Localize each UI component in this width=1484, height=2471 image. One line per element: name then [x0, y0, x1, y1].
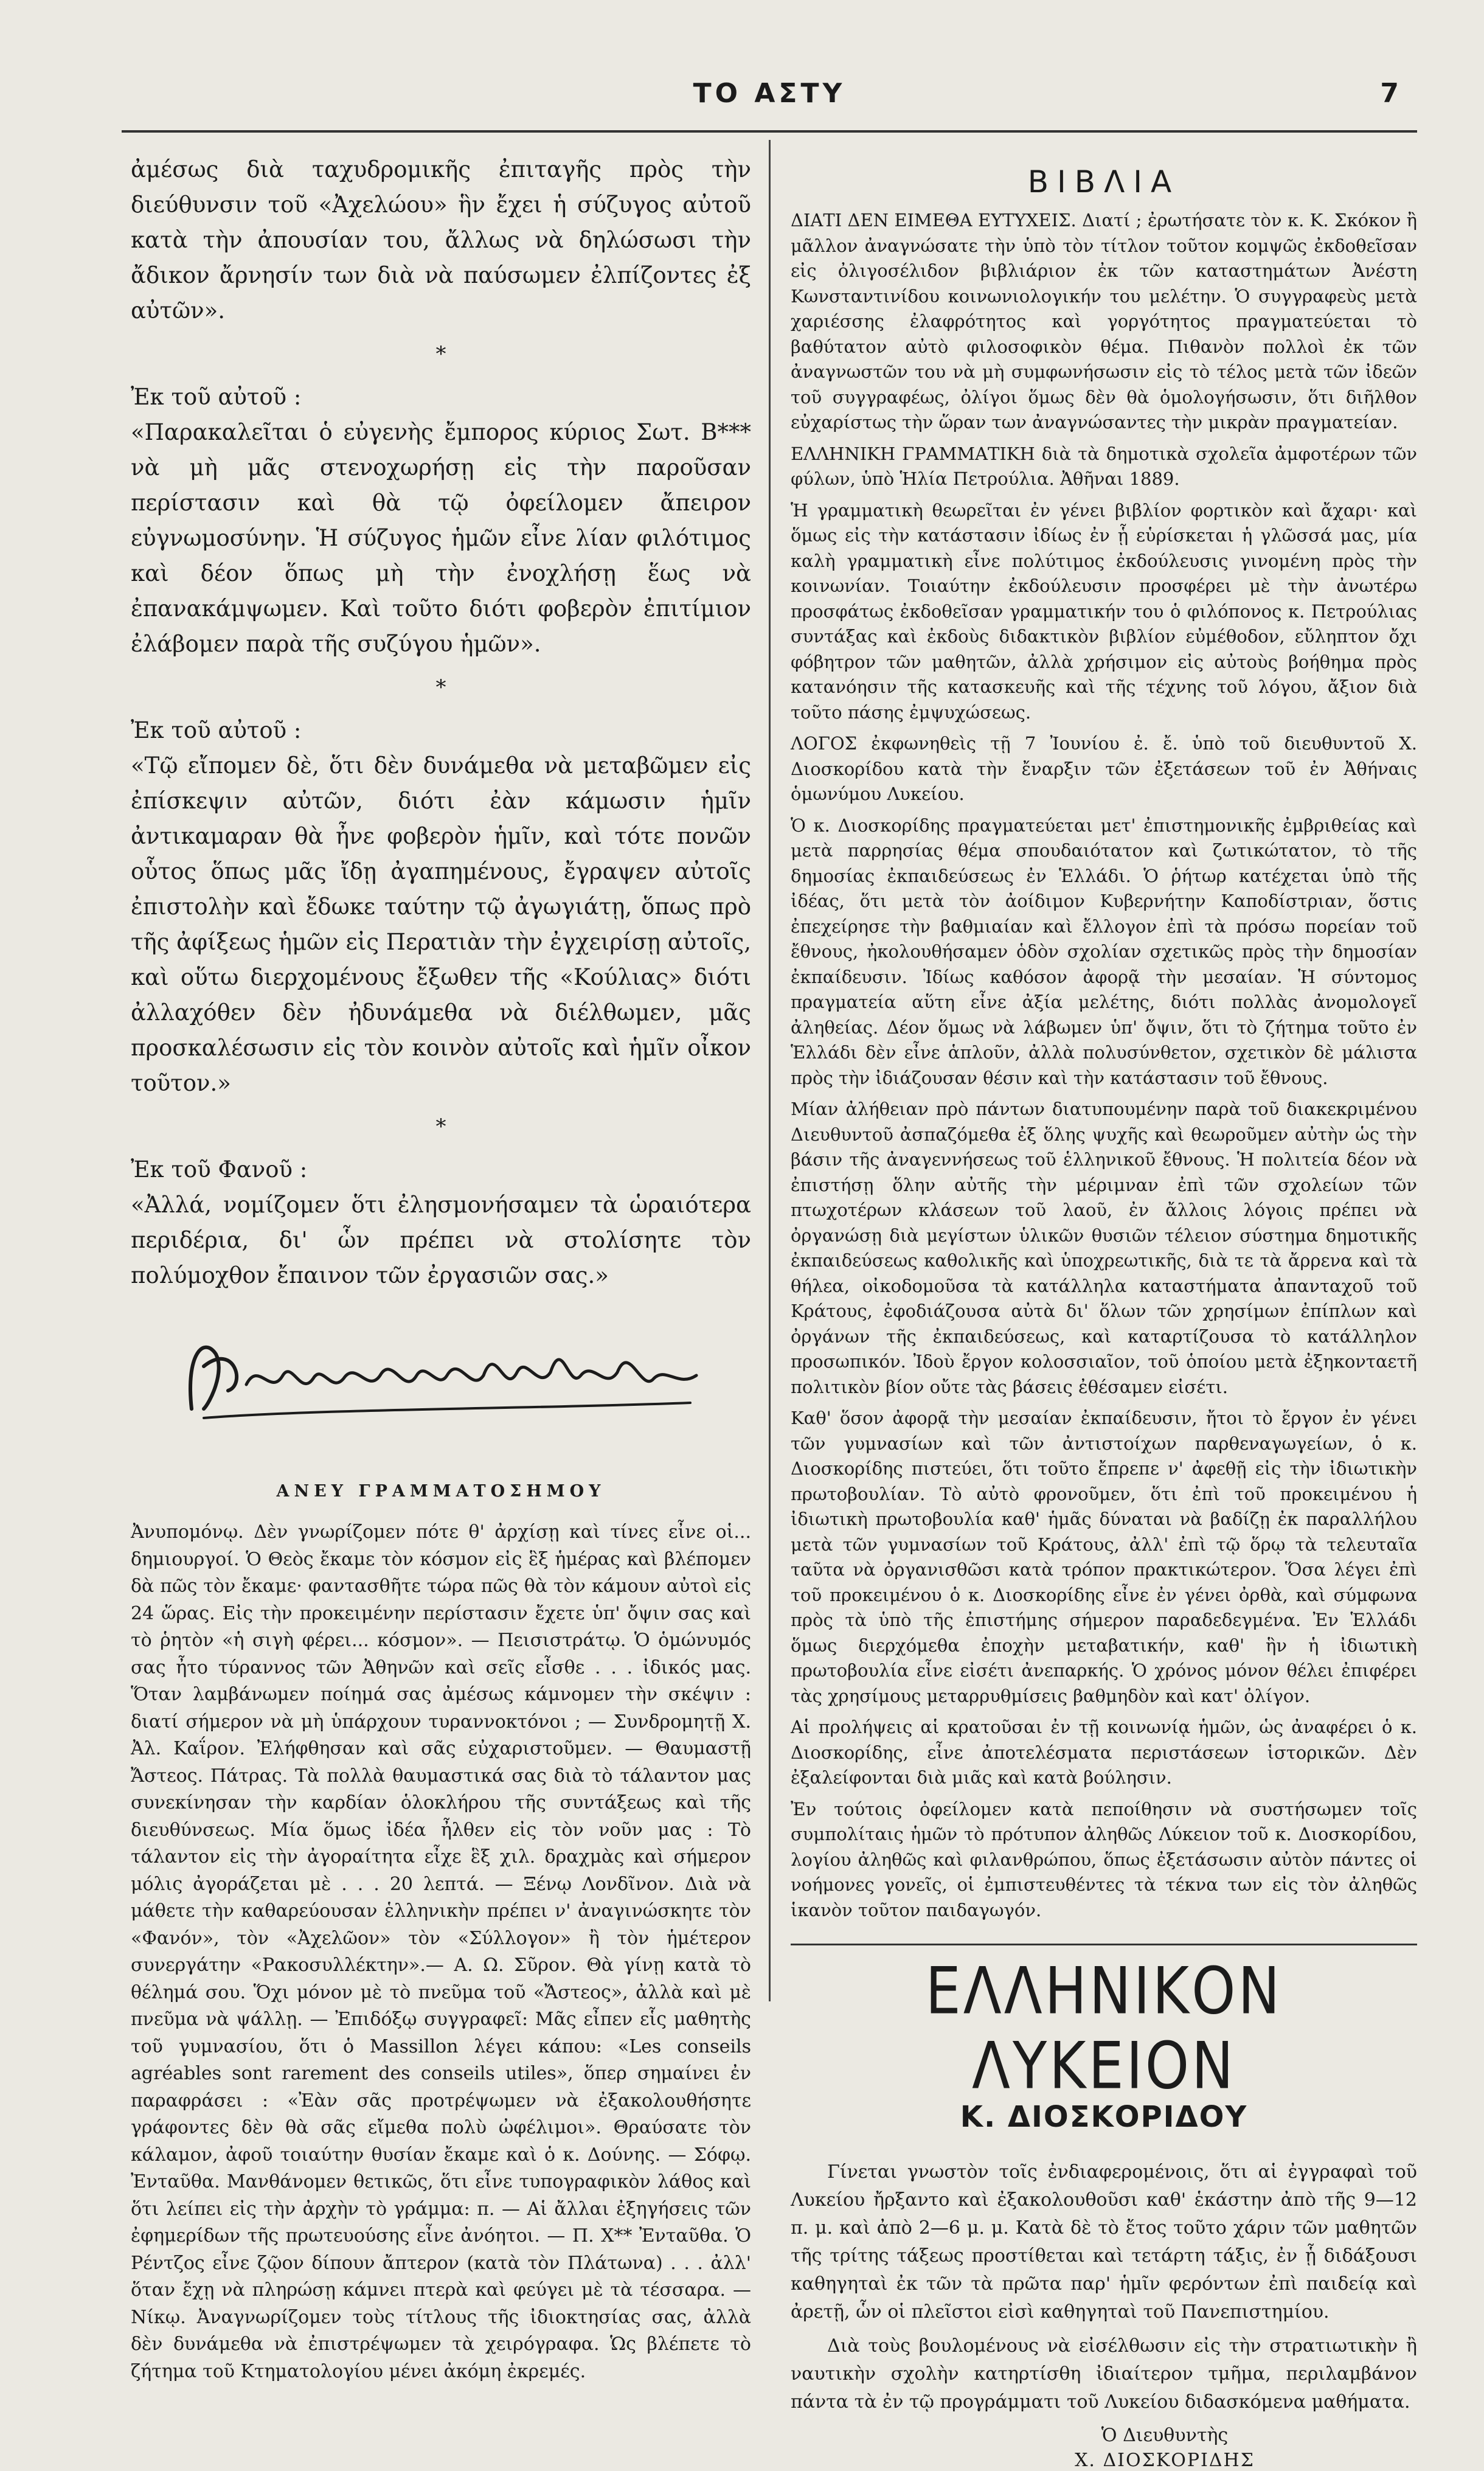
advertisement-text: Γίνεται γνωστὸν τοῖς ἐνδιαφερομένοις, ὅτι αἱ ἐγγραφαὶ τοῦ Λυκείου ἤρξαντο καὶ ἐξακολουθοῦσι καθ' ἑκάστην ἀπὸ τῆς 9—12 π. μ. καὶ ἀπὸ 2—6 μ. μ. Κατὰ δὲ τὸ ἔτος τοῦτο χάριν τῶν μαθητῶν τῆς τρίτης τάξεως προστίθεται καὶ τετάρτη τάξις, ἐν ᾗ διδάξουσι καθηγηταὶ ἐκ τῶν τὰ πρῶτα παρ' ἡμῖν φερόντων ἐπὶ παιδείᾳ καὶ ἀρετῇ, ὧν οἱ πλεῖστοι εἰσὶ καθηγηταὶ τοῦ Πανεπιστημίου. [791, 2161, 1417, 2323]
separator-asterisk: * [435, 675, 446, 700]
separator-asterisk: * [435, 342, 446, 366]
intro-paragraph: ἀμέσως διὰ ταχυδρομικῆς ἐπιταγῆς πρὸς τὴν διεύθυνσιν τοῦ «Ἀχελώου» ἣν ἔχει ἡ σύζυγος αὐτοῦ κατὰ τὴν ἀπουσίαν του, ἄλλως νὰ δηλώσωσι τὴν ἄδικον ἄρνησίν των διὰ νὰ παύσωμεν ἐλπίζοντες ἐξ αὐτῶν». [131, 156, 751, 324]
running-header [122, 78, 1417, 114]
page-number: 7 [1380, 78, 1399, 109]
separator-asterisk: * [435, 1114, 446, 1139]
book-review: Ἐν τούτοις ὀφείλομεν κατὰ πεποίθησιν νὰ συστήσωμεν τοῖς συμπολίταις ἡμῶν τὸ πρότυπον ἀληθῶς Λύκειον τοῦ κ. Διοσκορίδου, λογίου ἀληθῶς καὶ φιλανθρώπου, ὅπως ἐξετάσωσιν αὐτὸν πάντες οἱ νοήμονες γονεῖς, οἱ ἐμπιστευθέντες τὰ τέκνα των εἰς τὸν ἀληθῶς ἱκανὸν τοῦτον παιδαγωγόν. [791, 1798, 1417, 1920]
book-review-heading: ΕΛΛΗΝΙΚΗ ΓΡΑΜΜΑΤΙΚΗ διὰ τὰ δημοτικὰ σχολεῖα ἀμφοτέρων τῶν φύλων, ὑπὸ Ἡλία Πετρούλια. Ἀθῆναι 1889. [791, 443, 1417, 489]
quote-paragraph: «Ἀλλά, νομίζομεν ὅτι ἐλησμονήσαμεν τὰ ὡραιότερα περιδέρια, δι' ὧν πρέπει νὰ στολίσητε τὸν πολύμοχθον ἔπαινον τῶν ἐργασιῶν σας.» [131, 1192, 751, 1288]
column-title: ΑΝΕΥ ΓΡΑΜΜΑΤΟΣΗΜΟΥ [276, 1482, 606, 1501]
advertisement-text: Διὰ τοὺς βουλομένους νὰ εἰσέλθωσιν εἰς τὴν στρατιωτικὴν ἢ ναυτικὴν σχολὴν κατηρτίσθη ἰδιαίτερον τμῆμα, περιλαμβάνον πάντα τὰ ἐν τῷ προγράμματι τοῦ Λυκείου διδασκόμενα μαθήματα. [791, 2335, 1417, 2413]
header-rule [122, 130, 1417, 133]
signatory-name: Χ. ΔΙΟΣΚΟΡΙΔΗΣ [1075, 2450, 1255, 2471]
advertisement-subtitle: Κ. ΔΙΟΣΚΟΡΙΔΟΥ [960, 2100, 1248, 2134]
handwritten-signature [131, 1305, 751, 1445]
section-title: ΒΙΒΛΙΑ [1027, 164, 1181, 200]
advertisement-rule [791, 1944, 1417, 1945]
publication-title: ΤΟ ΑΣΤΥ [693, 78, 846, 109]
quote-paragraph: «Παρακαλεῖται ὁ εὐγενὴς ἔμπορος κύριος Σωτ. Β*** νὰ μὴ μᾶς στενοχωρήσῃ εἰς τὴν παροῦσαν περίστασιν καὶ θὰ τῷ ὀφείλομεν ἄπειρον εὐγνωμοσύνην. Ἡ σύζυγος ἡμῶν εἶνε λίαν φιλότιμος καὶ δέον ὅπως μὴ τὴν ἐνοχλήσῃ ἕως νὰ ἐπανακάμψωμεν. Καὶ τοῦτο διότι φοβερὸν ἐπιτίμιον ἐλάβομεν παρὰ τῆς συζύγου ἡμῶν». [131, 419, 751, 657]
quote-paragraph: «Τῷ εἴπομεν δὲ, ὅτι δὲν δυνάμεθα νὰ μεταβῶμεν εἰς ἐπίσκεψιν αὐτῶν, διότι ἐὰν κάμωσιν ἡμῖν ἀντικαμαραν θὰ ἦνε φοβερὸν ἡμῖν, καὶ τότε πονῶν οὗτος ὅπως μᾶς ἴδῃ ἀγαπημένους, ἔγραψεν αὐτοῖς ἐπιστολὴν καὶ ἔδωκε ταύτην τῷ ἀγωγιάτῃ, ὅπως πρὸ τῆς ἀφίξεως ἡμῶν εἰς Περατιὰν τὴν ἐγχειρίσῃ αὐτοῖς, καὶ οὕτω διερχομένους ἔξωθεν τῆς «Κούλιας» διότι ἀλλαχόθεν δὲν ἠδυνάμεθα νὰ διέλθωμεν, μᾶς προσκαλέσωσιν εἰς τὸν κοινὸν αὐτοῖς καὶ ἡμῖν οἶκον τοῦτον.» [131, 752, 751, 1096]
book-review-heading: ΛΟΓΟΣ ἐκφωνηθεὶς τῇ 7 Ἰουνίου ἐ. ἔ. ὑπὸ τοῦ διευθυντοῦ Χ. Διοσκορίδου κατὰ τὴν ἔναρξιν τῶν ἐξετάσεων τοῦ ἐν Ἀθήναις ὁμωνύμου Λυκείου. [791, 733, 1417, 804]
book-review: Αἱ προλήψεις αἱ κρατοῦσαι ἐν τῇ κοινωνίᾳ ἡμῶν, ὡς ἀναφέρει ὁ κ. Διοσκορίδης, εἶνε ἀποτελέσματα περιστάσεων ἱστορικῶν. Δὲν ἐξαλείφονται διὰ μιᾶς καὶ κατὰ βούλησιν. [791, 1717, 1417, 1788]
advertisement-title: ΕΛΛΗΝΙΚΟΝ ΛΥΚΕΙΟΝ [925, 1953, 1283, 2104]
correspondence-column: Ἀνυπομόνῳ. Δὲν γνωρίζομεν πότε θ' ἀρχίσῃ καὶ τίνες εἶνε οἱ... δημιουργοί. Ὁ Θεὸς ἔκαμε τὸν κόσμον εἰς ἓξ ἡμέρας καὶ βλέπομεν δὰ πῶς τὸν ἔκαμε· φαντασθῆτε τώρα πῶς θὰ τὸν κάμουν αὐτοὶ εἰς 24 ὥρας. Εἰς τὴν προκειμένην περίστασιν ἔχετε ὑπ' ὄψιν σας καὶ τὸ ῥητὸν «ἡ σιγὴ φέρει... κόσμον». — Πεισιστράτῳ. Ὁ ὁμώνυμός σας ἦτο τύραννος τῶν Ἀθηνῶν καὶ σεῖς εἶσθε . . . ἰδικός μας. Ὅταν λαμβάνωμεν ποίημά σας ἀμέσως κάμνομεν τὴν σκέψιν : διατί σήμερον νὰ μὴ ὑπάρχουν τυραννοκτόνοι ; — Συνδρομητῇ Χ. Ἀλ. Καΐρον. Ἐλήφθησαν καὶ σᾶς εὐχαριστοῦμεν. — Θαυμαστῇ Ἄστεος. Πάτρας. Τὰ πολλὰ θαυμαστικά σας διὰ τὸ τάλαντον μας συνεκίνησαν τὴν καρδίαν ὁλοκλήρου τῆς συντάξεως καὶ τῆς διευθύνσεως. Μία ὅμως ἰδέα ἦλθεν εἰς τὸν νοῦν μας : Τὸ τάλαντον εἰς τὴν ἀγοραίτητα εἶχε ἓξ χιλ. δραχμὰς καὶ σήμερον μόλις ἀγοράζεται μὲ . . . 20 λεπτά. — Ξένῳ Λονδῖνον. Διὰ νὰ μάθετε τὴν καθαρεύουσαν ἑλληνικὴν πρέπει ν' ἀναγινώσκητε τὸν «Φανόν», τὸν «Ἀχελῶον» τὸν «Σύλλογον» ἢ τὸν ἡμέτερον συνεργάτην «Ρακοσυλλέκτην».— Α. Ω. Σῦρον. Θὰ γίνῃ κατὰ τὸ θέλημά σου. Ὅχι μόνον μὲ τὸ πνεῦμα τοῦ «Ἄστεος», ἀλλὰ καὶ μὲ πνεῦμα νὰ ψάλλῃ. — Ἐπιδόξῳ συγγραφεῖ: Μᾶς εἶπεν εἷς μαθητὴς τοῦ γυμνασίου, ὅτι ὁ Massillon λέγει κάπου: «Les conseils agréables sont rarement des conseils utiles», ὅπερ σημαίνει ἐν παραφράσει : «Ἐὰν σᾶς προτρέψωμεν νὰ ἐξακολουθήσητε γράφοντες δὲν θὰ σᾶς εἴμεθα πολὺ ὠφέλιμοι». Θραύσατε τὸν κάλαμον, ἀφοῦ τοιαύτην θυσίαν ἔκαμε καὶ ὁ κ. Δούνης. — Σόφῳ. Ἐνταῦθα. Μανθάνομεν θετικῶς, ὅτι εἶνε τυπογραφικὸν λάθος καὶ ὅτι λείπει εἰς τὴν ἀρχὴν τὸ γράμμα: π. — Αἱ ἄλλαι ἐξηγήσεις τῶν ἐφημερίδων τῆς πρωτευούσης εἶνε ἀνόητοι. — Π. Χ** Ἐνταῦθα. Ὁ Ρέντζος εἶνε ζῷον δίπουν ἄπτερον (κατὰ τὸν Πλάτωνα) . . . ἀλλ' ὅταν ἔχῃ νὰ πληρώσῃ κάμνει πτερὰ καὶ φεύγει μὲ τὰ τέσσαρα. — Νίκῳ. Ἀναγνωρίζομεν τοὺς τίτλους τῆς ἰδιοκτησίας σας, ἀλλὰ δὲν δυνάμεθα νὰ ἐπιστρέψωμεν τὰ χειρόγραφα. Ὡς βλέπετε τὸ ζήτημα τοῦ Κτηματολογίου μένει ἀκόμη ἐκρεμές. [131, 1521, 751, 2382]
source-line: Ἐκ τοῦ Φανοῦ : [131, 1156, 308, 1183]
book-review: Μίαν ἀλήθειαν πρὸ πάντων διατυπουμένην παρὰ τοῦ διακεκριμένου Διευθυντοῦ ἀσπαζόμεθα ἐξ ὅλης ψυχῆς καὶ θεωροῦμεν αὐτὴν ὡς τὴν βάσιν τῆς ἀναγεννήσεως τοῦ ἑλληνικοῦ ἔθνους. Ἡ πολιτεία δέον νὰ ἐπιστήσῃ ὅλην αὐτῆς τὴν μέριμναν ἐπὶ τῶν σχολείων τῶν πτωχοτέρων κλάσεων τοῦ λαοῦ, ἐν ἄλλοις λόγοις πρέπει νὰ ὀργανώσῃ διὰ μεγίστων ὑλικῶν θυσιῶν τέλειον σύστημα δημοτικῆς ἐκπαιδεύσεως καθολικῆς καὶ ὑποχρεωτικῆς, διὰ τε τὰ ἄρρενα καὶ τὰ θήλεα, οἰκοδομοῦσα τὰ κατάλληλα καταστήματα ἀπανταχοῦ τοῦ Κράτους, ἐφοδιάζουσα αὐτὰ δι' ὅλων τῶν χρησίμων ἐπίπλων καὶ ὀργάνων τῆς ἐκπαιδεύσεως, καὶ καταρτίζουσα τὸ κατάλληλον προσωπικόν. Ἰδοὺ ἔργον κολοσσιαῖον, τοῦ ὁποίου μετὰ ἐξηκονταετῆ πολιτικὸν βίον οὔτε τὰς βάσεις ἐθέσαμεν εἰσέτι. [791, 1099, 1417, 1397]
book-review: Ἡ γραμματικὴ θεωρεῖται ἐν γένει βιβλίον φορτικὸν καὶ ἄχαρι· καὶ ὅμως εἰς τὴν κατάστασιν ἰδίως ἐν ᾗ εὑρίσκεται ἡ γλῶσσά μας, μία καλὴ γραμματικὴ εἶνε πολύτιμος ἐκδούλευσις γινομένη πρὸς τὴν κοινωνίαν. Τοιαύτην ἐκδούλευσιν προσφέρει μὲ τὴν ἀνωτέρω προσφάτως ἐκδοθεῖσαν γραμματικήν του ὁ φιλόπονος κ. Πετρούλιας συντάξας καὶ ἐκδοὺς διδακτικὸν βιβλίον εὐμέθοδον, εὔληπτον ὄχι φόβητρον τῶν μαθητῶν, ἀλλὰ χρήσιμον εἰς αὐτοὺς βοήθημα πρὸς κατανόησιν τῆς κατασκευῆς καὶ τῆς τέχνης τοῦ λόγου, ἄξιον διὰ τοῦτο πάσης ἐμψυχώσεως. [791, 499, 1417, 723]
signature-graphic [167, 1318, 715, 1433]
book-review: ΔΙΑΤΙ ΔΕΝ ΕΙΜΕΘΑ ΕΥΤΥΧΕΙΣ. Διατί ; ἐρωτήσατε τὸν κ. Κ. Σκόκον ἢ μᾶλλον ἀναγνώσατε τὴν ὑπὸ τὸν τίτλον τοῦτον κομψῶς ἐκδοθεῖσαν εἰς ὀλιγοσέλιδον βιβλιάριον ἐκ τῶν καταστημάτων Ἀνέστη Κωνσταντινίδου κοινωνιολογικήν του μελέτην. Ὁ συγγραφεὺς μετὰ χαριέσσης ἐλαφρότητος καὶ γοργότητος πραγματεύεται τὸ βαθύτατον αὐτὸ φιλοσοφικὸν θέμα. Πιθανὸν πολλοὶ ἐκ τῶν ἀναγνωστῶν του νὰ μὴ συμφωνήσωσιν εἰς τὸ τέλος μετὰ τῶν ἰδεῶν τοῦ συγγραφέως, ὀλίγοι ὅμως δὲν θὰ ὁμολογήσωσιν, ὅτι διῆλθον εὐχαρίστως τὴν ὥραν των ἀναγνώσαντες τὴν μικρὰν πραγματείαν. [791, 210, 1417, 433]
signatory-role: Ὁ Διευθυντὴς [1101, 2425, 1229, 2446]
book-review: Ὁ κ. Διοσκορίδης πραγματεύεται μετ' ἐπιστημονικῆς ἐμβριθείας καὶ μετὰ παρρησίας θέμα σπουδαιότατον καὶ ζωτικώτατον, τὸ τῆς δημοσίας ἐκπαιδεύσεως ἐν Ἑλλάδι. Ὁ ῥήτωρ κατέχεται ὑπὸ τῆς ἰδέας, ὅτι μετὰ τὸν ἀοίδιμον Κυβερνήτην Καποδίστριαν, ὅστις ἐπεχείρησε τὴν βαθμιαίαν καὶ ἔλλογον ἐπὶ τὰ πρόσω πορείαν τοῦ ἔθνους, ἠκολουθήσαμεν ὁδὸν σχολίαν σχετικῶς πρὸς τὴν δημοσίαν ἐκπαίδευσιν. Ἰδίως καθόσον ἀφορᾷ τὴν μεσαίαν. Ἡ σύντομος πραγματεία αὕτη εἶνε ἀξία μελέτης, διότι πολλὰς ἀνομολογεῖ ἀληθείας. Δέον ὅμως νὰ λάβωμεν ὑπ' ὄψιν, ὅτι τὸ ζήτημα τοῦτο ἐν Ἑλλάδι δὲν εἶνε ἁπλοῦν, ἀλλὰ πολυσύνθετον, σχετικὸν δὲ μάλιστα πρὸς τὴν ἰδιάζουσαν θέσιν καὶ τὴν κατάστασιν τοῦ ἔθνους. [791, 815, 1417, 1088]
column-divider [769, 140, 771, 2001]
left-column [131, 152, 751, 2385]
right-column [791, 152, 1417, 2471]
advertisement [791, 1953, 1417, 2471]
source-line: Ἐκ τοῦ αὐτοῦ : [131, 717, 302, 743]
source-line: Ἐκ τοῦ αὐτοῦ : [131, 384, 302, 410]
book-review: Καθ' ὅσον ἀφορᾷ τὴν μεσαίαν ἐκπαίδευσιν, ἤτοι τὸ ἔργον ἐν γένει τῶν γυμνασίων καὶ τῶν ἀντιστοίχων παρθεναγωγείων, ὁ κ. Διοσκορίδης πιστεύει, ὅτι τοῦτο ἔπρεπε ν' ἀφεθῇ εἰς τὴν ἰδιωτικὴν πρωτοβουλίαν. Τὸ αὐτὸ φρονοῦμεν, ὅτι ἐπὶ τοῦ προκειμένου ἡ ἰδιωτικὴ πρωτοβουλία καθ' ἡμᾶς δύναται νὰ βαδίζῃ ἐκ παραλλήλου μετὰ τῶν γυμνασίων τοῦ Κράτους, ἀλλ' ἐπὶ τῷ ὅρῳ τὰ τελευταῖα ταῦτα νὰ ὀργανισθῶσι κατὰ τρόπον πρακτικώτερον. Ὅσα λέγει ἐπὶ τοῦ προκειμένου ὁ κ. Διοσκορίδης εἶνε ἐν γένει ὀρθὰ, καὶ σύμφωνα πρὸς τὰ ὑπὸ τῆς ἐπιστήμης σήμερον παραδεδεγμένα. Ἐν Ἑλλάδι ὅμως διερχόμεθα ἐποχὴν μεταβατικήν, καθ' ἣν ἡ ἰδιωτικὴ πρωτοβουλία εἶνε εἰσέτι ἀνεπαρκής. Ὁ χρόνος μόνον θέλει ἐπιφέρει τὰς χρησίμους μεταρρυθμίσεις βαθμηδὸν καὶ κατ' ὀλίγον. [791, 1408, 1417, 1706]
